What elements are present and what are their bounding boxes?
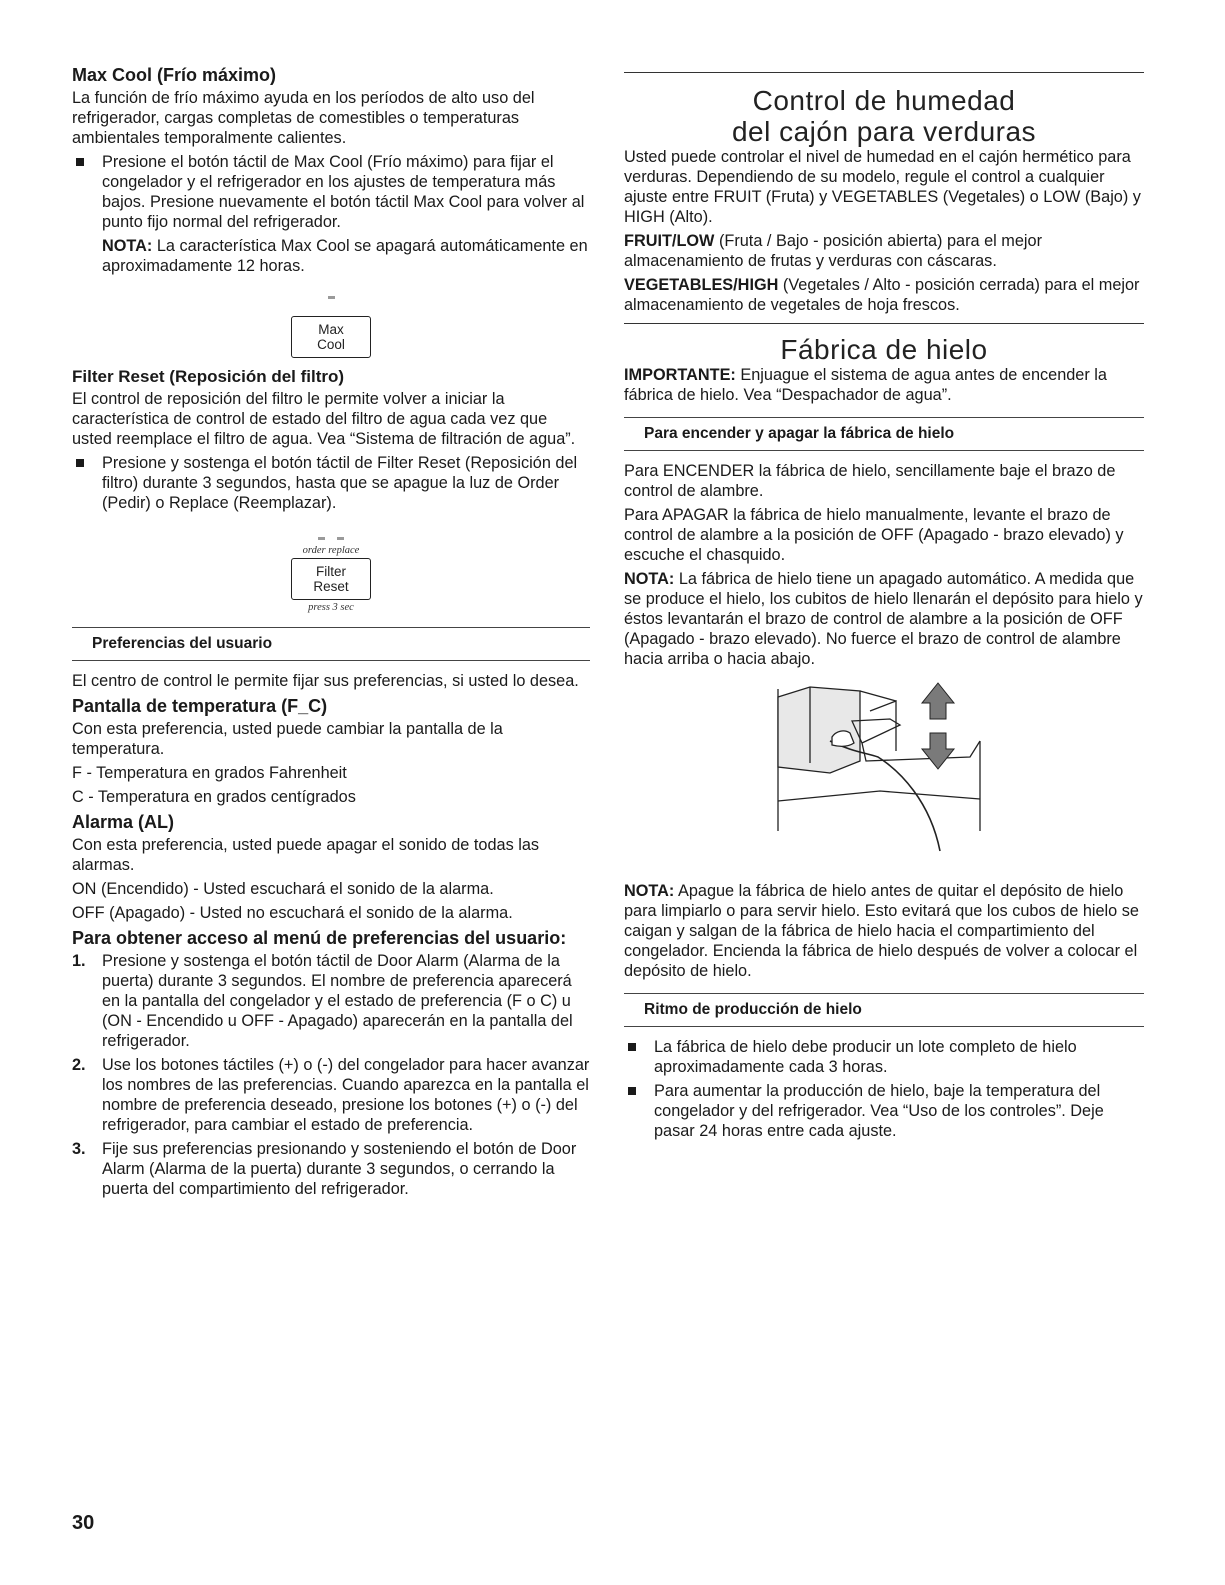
humidity-heading-line1: Control de humedad [752,85,1016,116]
filter-intro: El control de reposición del filtro le permite volver a iniciar la característica de control de estado del filtro de agua cada vez que usted reemplace el filtro de agua. Vea “Sistema de filtración de agua”. [72,390,576,448]
filter-press-label: press 3 sec [308,602,354,613]
step-2 [72,1055,590,1135]
important-text: Enjuague el sistema de agua antes de encender la fábrica de hielo. Vea “Despachador de agua”. [624,366,1107,404]
maxcool-intro: La función de frío máximo ayuda en los períodos de alto uso del refrigerador, cargas completas de comestibles o temperaturas ambientales temporalmente calientes. [72,89,535,147]
temp-f: F - Temperatura en grados Fahrenheit [72,764,347,782]
left-column [72,64,590,1203]
note1-text: La fábrica de hielo tiene un apagado automático. A medida que se produce el hielo, los cubitos de hielo llenarán el depósito para hielo y éstos levantarán el brazo de control de alambre a la posición de OFF (Apagado - brazo elevado). No fuerce el brazo de control de alambre hacia arriba o hacia abajo. [624,570,1143,668]
onoff-section-bar: Para encender y apagar la fábrica de hielo [624,417,1144,451]
filter-button-line2: Reset [313,579,349,594]
step-3-number: 3. [72,1140,86,1158]
filter-button-illustration [72,527,590,613]
step-3 [72,1139,590,1199]
maxcool-button-illustration [72,286,590,354]
right-column [624,64,1144,1145]
humidity-intro: Usted puede controlar el nivel de humedad en el cajón hermético para verduras. Dependiendo de su modelo, regule el control a cualquier ajuste entre FRUIT (Fruta) y VEGETABLES (Vegetales) o LOW (Bajo) y HIGH (Alto). [624,148,1141,226]
maxcool-note-label: NOTA: [102,237,153,255]
alarm-off: OFF (Apagado) - Usted no escuchará el sonido de la alarma. [72,904,513,922]
off-paragraph: Para APAGAR la fábrica de hielo manualmente, levante el brazo de control de alambre a la posición de OFF (Apagado - brazo elevado) y escuche el chasquido. [624,506,1124,564]
alarm-heading: Alarma (AL) [72,812,175,832]
on-paragraph: Para ENCENDER la fábrica de hielo, sencillamente baje el brazo de control de alambre. [624,462,1116,500]
note1-label: NOTA: [624,570,675,588]
note2-paragraph [624,881,1144,981]
maxcool-led-icon [328,296,335,299]
order-label: order [302,545,326,556]
temp-c: C - Temperatura en grados centígrados [72,788,356,806]
temp-heading: Pantalla de temperatura (F_C) [72,696,328,716]
filter-button-line1: Filter [316,564,346,579]
veg-high-text: (Vegetales / Alto - posición cerrada) para el mejor almacenamiento de vegetales de hoja frescos. [624,276,1140,314]
note2-label: NOTA: [624,882,675,900]
maxcool-heading: Max Cool (Frío máximo) [72,65,277,85]
up-down-arrow-icon [922,683,954,769]
icemaker-illustration [770,681,1000,871]
humidity-heading-line2: del cajón para verduras [731,116,1037,147]
temp-intro: Con esta preferencia, usted puede cambiar la pantalla de la temperatura. [72,720,503,758]
fruit-low-text: (Fruta / Bajo - posición abierta) para el mejor almacenamiento de frutas y verduras con cáscaras. [624,232,1043,270]
note1-paragraph [624,569,1144,669]
step-1 [72,951,590,1051]
important-label: IMPORTANTE: [624,366,736,384]
filter-heading: Filter Reset (Reposición del filtro) [72,367,345,386]
icemaker-arm-drawing [770,681,1000,871]
filter-indicator-labels [72,545,590,556]
top-rule [624,72,1144,73]
page-number: 30 [72,1512,95,1534]
alarm-on: ON (Encendido) - Usted escuchará el sonido de la alarma. [72,880,494,898]
fruit-low-paragraph [624,231,1144,271]
rate-bullet-1: La fábrica de hielo debe producir un lote completo de hielo aproximadamente cada 3 horas. [624,1037,1144,1077]
prefs-section-bar: Preferencias del usuario [72,627,590,661]
step-1-text: Presione y sostenga el botón táctil de Door Alarm (Alarma de la puerta) durante 3 segundos. El nombre de preferencia aparecerá en la pantalla del congelador y el estado de preferencia (F o C) u (ON - Encendido u OFF - Apagado) aparecerán en la pantalla del refrigerador. [102,952,573,1050]
replace-led-icon [337,537,344,540]
order-led-icon [318,537,325,540]
veg-high-label: VEGETABLES/HIGH [624,276,779,294]
important-paragraph [624,365,1144,405]
note2-text: Apague la fábrica de hielo antes de quitar el depósito de hielo para limpiarlo o para servir hielo. Esto evitará que los cubos de hielo se caigan y salgan de la fábrica de hielo hacia el compartimiento del congelador. Encienda la fábrica de hielo después de volver a colocar el depósito de hielo. [624,882,1139,980]
maxcool-bullet: Presione el botón táctil de Max Cool (Frío máximo) para fijar el congelador y el refrigerador en los ajustes de temperatura más bajos. Presione nuevamente el botón táctil Max Cool para volver al punto fijo normal del refrigerador. [72,152,590,232]
maxcool-button-line2: Cool [317,337,345,352]
menu-heading: Para obtener acceso al menú de preferencias del usuario: [72,928,567,948]
filter-bullet: Presione y sostenga el botón táctil de Filter Reset (Reposición del filtro) durante 3 segundos, hasta que se apague la luz de Order (Pedir) o Replace (Reemplazar). [72,453,590,513]
ice-heading: Fábrica de hielo [780,334,988,365]
filter-button [291,558,371,600]
maxcool-button-line1: Max [318,322,344,337]
veg-high-paragraph [624,275,1144,315]
mid-rule [624,323,1144,324]
fruit-low-label: FRUIT/LOW [624,232,715,250]
prefs-intro: El centro de control le permite fijar sus preferencias, si usted lo desea. [72,672,579,690]
maxcool-button [291,316,371,358]
rate-section-bar: Ritmo de producción de hielo [624,993,1144,1027]
step-2-number: 2. [72,1056,86,1074]
step-1-number: 1. [72,952,86,970]
alarm-intro: Con esta preferencia, usted puede apagar el sonido de todas las alarmas. [72,836,540,874]
replace-label: replace [328,545,360,556]
step-3-text: Fije sus preferencias presionando y sosteniendo el botón de Door Alarm (Alarma de la puerta) durante 3 segundos, o cerrando la puerta del compartimiento del refrigerador. [102,1140,577,1198]
rate-bullet-2: Para aumentar la producción de hielo, baje la temperatura del congelador y del refrigerador. Vea “Uso de los controles”. Deje pasar 24 horas entre cada ajuste. [624,1081,1144,1141]
step-2-text: Use los botones táctiles (+) o (-) del congelador para hacer avanzar los nombres de las preferencias. Cuando aparezca en la pantalla el nombre de preferencia deseado, presione los botones (+) o (-) del refrigerador, para cambiar el estado de preferencia. [102,1056,590,1134]
maxcool-note [72,236,590,276]
maxcool-note-text: La característica Max Cool se apagará automáticamente en aproximadamente 12 horas. [102,237,588,275]
